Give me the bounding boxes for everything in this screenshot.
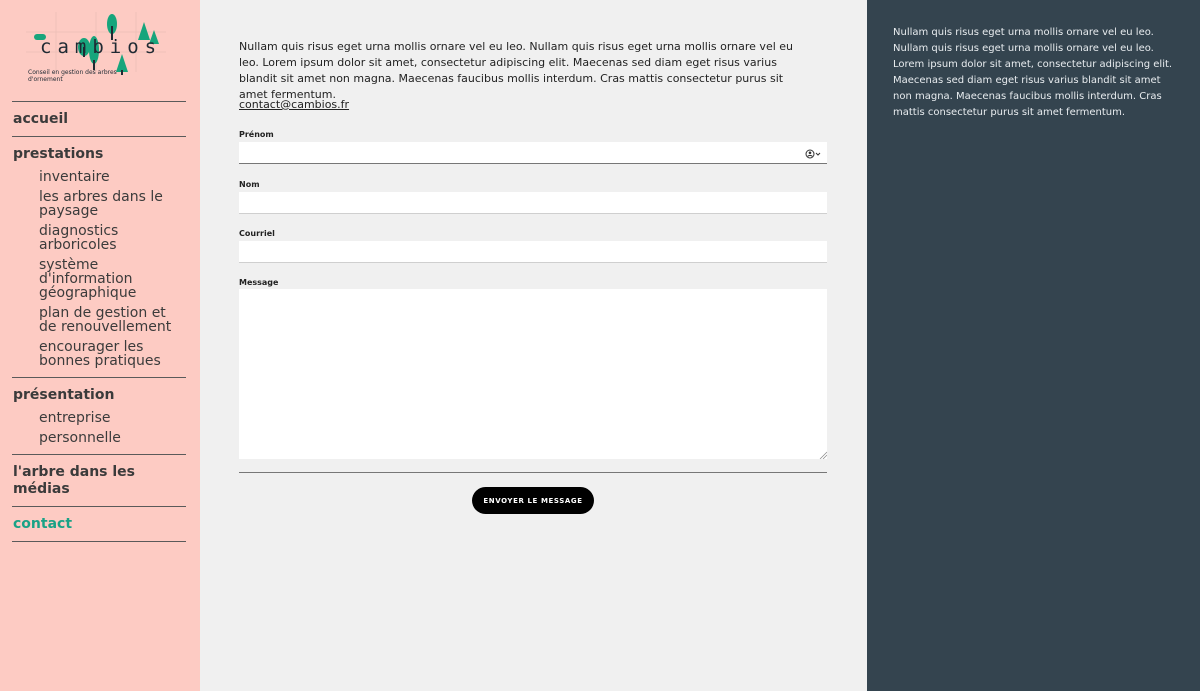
nom-input[interactable] — [239, 192, 827, 214]
logo-wordmark: cambios — [40, 36, 163, 58]
right-panel — [867, 0, 1200, 691]
nav-medias[interactable]: l'arbre dans les médias — [13, 464, 136, 497]
nav-group-presentation — [12, 378, 186, 454]
nom-label: Nom — [239, 180, 260, 189]
nav-presentation[interactable]: présentation — [13, 387, 115, 403]
send-message-button[interactable]: ENVOYER LE MESSAGE — [472, 487, 594, 514]
logo[interactable] — [26, 12, 171, 87]
logo-tagline: Conseil en gestion des arbres d'ornement — [28, 69, 117, 83]
courriel-label: Courriel — [239, 229, 275, 238]
contact-main — [200, 0, 867, 691]
nav-prestations[interactable]: prestations — [13, 146, 104, 162]
nav-item-diagnostics[interactable]: diagnostics arboricoles — [39, 223, 119, 253]
sidebar — [0, 0, 200, 691]
nav-item-personnelle[interactable]: personnelle — [39, 430, 121, 446]
prenom-label: Prénom — [239, 130, 274, 139]
contact-autofill-icon[interactable] — [804, 147, 826, 161]
nav-item-bonnes-pratiques[interactable]: encourager les bonnes pratiques — [39, 339, 161, 369]
nav-contact[interactable]: contact — [13, 516, 73, 532]
resize-grip-icon[interactable] — [819, 451, 827, 459]
nav-group-prestations — [12, 137, 186, 377]
courriel-input[interactable] — [239, 241, 827, 263]
nav-item-arbres-paysage[interactable]: les arbres dans le paysage — [39, 189, 163, 219]
nav-item-inventaire[interactable]: inventaire — [39, 169, 110, 185]
prenom-input[interactable] — [239, 142, 827, 164]
nav-item-sig[interactable]: système d'information géographique — [39, 257, 137, 301]
main-navigation — [12, 101, 186, 542]
nav-item-plan-gestion[interactable]: plan de gestion et de renouvellement — [39, 305, 172, 335]
message-textarea[interactable] — [239, 289, 827, 459]
nav-accueil[interactable]: accueil — [13, 111, 69, 127]
email-link[interactable]: contact@cambios.fr — [239, 98, 350, 111]
intro-text: Nullam quis risus eget urna mollis ornare vel eu leo. Nullam quis risus eget urna mollis ornare vel eu leo. Lorem ipsum dolor sit amet, consectetur adipiscing elit. Maecenas sed diam eget risus varius blandit sit amet non magna. Maecenas faucibus mollis interdum. Cras mattis consectetur purus sit amet fermentum. — [239, 40, 794, 101]
nav-divider — [12, 541, 186, 542]
message-label: Message — [239, 278, 279, 287]
form-divider — [239, 472, 827, 473]
nav-item-entreprise[interactable]: entreprise — [39, 410, 111, 426]
aside-text: Nullam quis risus eget urna mollis ornare vel eu leo. Nullam quis risus eget urna mollis ornare vel eu leo. Lorem ipsum dolor sit amet, consectetur adipiscing elit. Maecenas sed diam eget risus varius blandit sit amet non magna. Maecenas faucibus mollis interdum. Cras mattis consectetur purus sit amet fermentum. — [893, 27, 1173, 118]
